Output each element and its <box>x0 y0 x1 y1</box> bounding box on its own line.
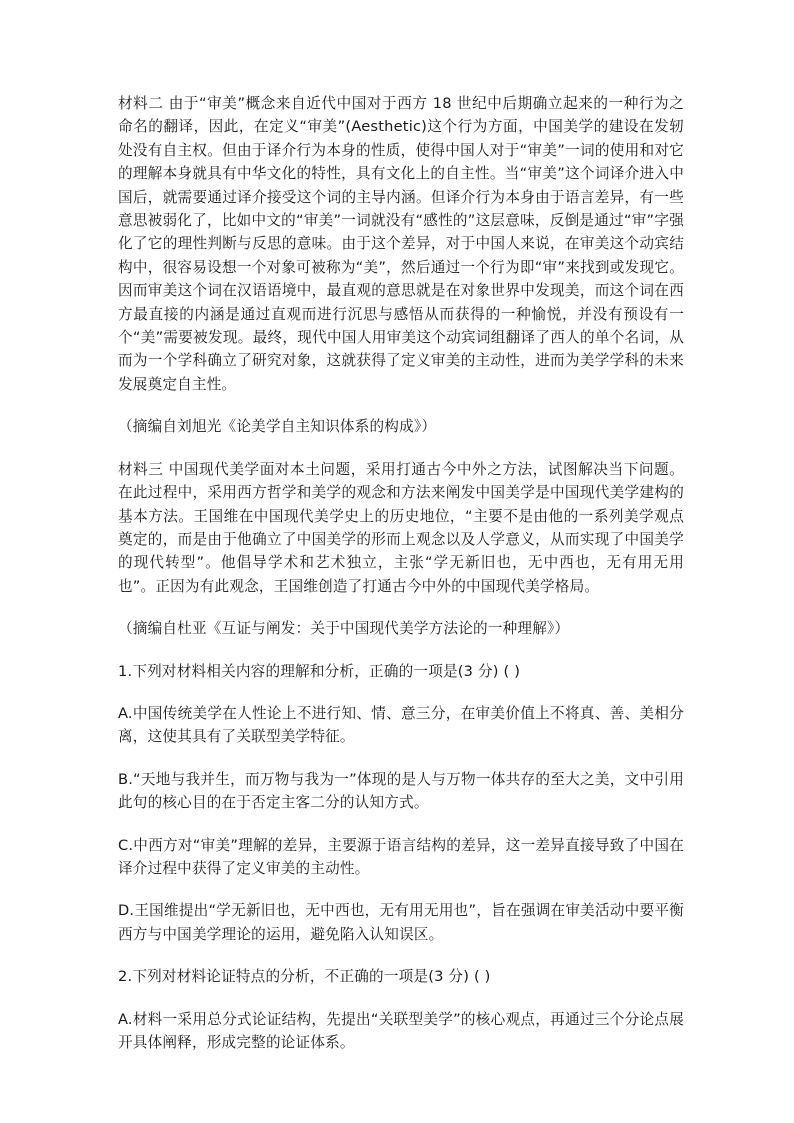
document-body <box>118 92 684 1054</box>
question-1-option-d: D.王国维提出“学无新旧也，无中西也，无有用无用也”，旨在强调在审美活动中要平衡西方与中国美学理论的运用，避免陷入认知误区。 <box>118 902 684 943</box>
question-2-stem: 2.下列对材料论证特点的分析，不正确的一项是(3 分) ( ) <box>118 968 491 986</box>
question-2-option-a: A.材料一采用总分式论证结构，先提出“关联型美学”的核心观点，再通过三个分论点展开具体阐释，形成完整的论证体系。 <box>118 1010 684 1051</box>
material-three-paragraph: 材料三 中国现代美学面对本土问题，采用打通古今中外之方法，试图解决当下问题。在此过程中，采用西方哲学和美学的观念和方法来阐发中国美学是中国现代美学建构的基本方法。王国维在中国现代美学史上的历史地位，“主要不是由他的一系列美学观点奠定的，而是由于他确立了中国美学的形而上观念以及人学意义，从而实现了中国美学的现代转型”。他倡导学术和艺术独立，主张“学无新旧也，无中西也，无有用无用也”。正因为有此观念，王国维创造了打通古今中外的中国现代美学格局。 <box>118 460 684 595</box>
material-two-source: （摘编自刘旭光《论美学自主知识体系的构成》） <box>118 418 437 436</box>
question-1-option-a: A.中国传统美学在人性论上不进行知、情、意三分，在审美价值上不将真、善、美相分离，这使其具有了关联型美学特征。 <box>118 704 684 746</box>
material-three-source: （摘编自杜亚《互证与阐发：关于中国现代美学方法论的一种理解》） <box>118 620 570 638</box>
question-1-option-b: B.“天地与我并生，而万物与我为一”体现的是人与万物一体共存的至大之美，文中引用此句的核心目的在于否定主客二分的认知方式。 <box>118 770 684 812</box>
material-two-paragraph: 材料二 由于“审美”概念来自近代中国对于西方 18 世纪中后期确立起来的一种行为之命名的翻译，因此，在定义“审美”(Aesthetic)这个行为方面，中国美学的建设在发轫处没有自主权。但由于译介行为本身的性质，使得中国人对于“审美”一词的使用和对它的理解本身就具有中华文化的特性，具有文化上的自主性。当“审美”这个词译介进入中国后，就需要通过译介接受这个词的主导内涵。但译介行为本身由于语言差异，有一些意思被弱化了，比如中文的“审美”一词就没有“感性的”这层意味，反倒是通过“审”字强化了它的理性判断与反思的意味。由于这个差异，对于中国人来说，在审美这个动宾结构中，很容易设想一个对象可被称为“美”，然后通过一个行为即“审”来找到或发现它。因而审美这个词在汉语语境中，最直观的意思就是在对象世界中发现美，而这个词在西方最直接的内涵是通过直观而进行沉思与感悟从而获得的一种愉悦，并没有预设有一个“美”需要被发现。最终，现代中国人用审美这个动宾词组翻译了西人的单个名词，从而为一个学科确立了研究对象，这就获得了定义审美的主动性，进而为美学学科的未来发展奠定自主性。 <box>118 95 684 393</box>
question-1-option-c: C.中西方对“审美”理解的差异，主要源于语言结构的差异，这一差异直接导致了中国在译介过程中获得了定义审美的主动性。 <box>118 836 684 877</box>
question-1-stem: 1.下列对材料相关内容的理解和分析，正确的一项是(3 分) ( ) <box>118 662 521 680</box>
